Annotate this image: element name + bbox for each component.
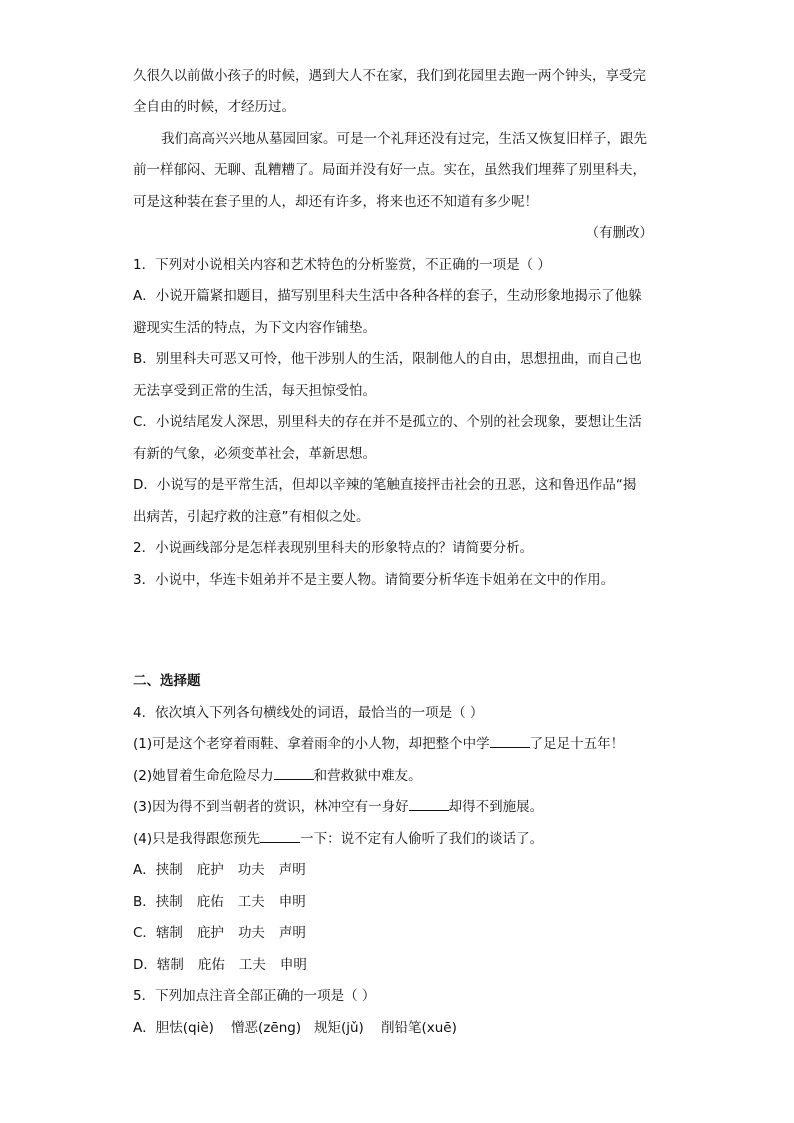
- sentence-4: [133, 830, 673, 848]
- sentence-1: [133, 735, 673, 753]
- option-a-cont: 避现实生活的特点，为下文内容作铺垫。: [133, 320, 376, 336]
- sentence-text: 一下：说不定有人偷听了我们的谈话了。: [300, 831, 544, 847]
- option-word: 工夫: [238, 957, 266, 973]
- sentence-text: 和营救狱中难友。: [313, 768, 422, 784]
- option-b-cont: 无法享受到正常的生活，每天担惊受怕。: [133, 383, 376, 399]
- sentence-2: [133, 767, 673, 785]
- option-word: 辖制: [156, 957, 184, 973]
- option-letter: D．: [133, 957, 157, 973]
- passage-text: 全自由的时候，才经历过。: [133, 99, 295, 115]
- section-heading: 二、选择题: [133, 673, 201, 689]
- sentence-3: [133, 798, 673, 816]
- question-2: 2．小说画线部分是怎样表现别里科夫的形象特点的？请简要分析。: [133, 540, 534, 556]
- sentence-text: 却得不到施展。: [448, 799, 544, 815]
- option-word: 庇护: [196, 925, 224, 941]
- option-c-cont: 有新的气象，必须变革社会，革新思想。: [133, 446, 376, 462]
- sentence-text: (4)只是我得跟您预先: [133, 831, 261, 847]
- question-3: 3．小说中，华连卡姐弟并不是主要人物。请简要分析华连卡姐弟在文中的作用。: [133, 572, 615, 588]
- option-word: 辖制: [155, 925, 183, 941]
- option-word: 庇护: [196, 862, 224, 878]
- passage-text: 久很久以前做小孩子的时候，遇到大人不在家，我们到花园里去跑一两个钟头，享受完: [133, 68, 646, 84]
- option-letter: C．: [133, 925, 156, 941]
- passage-text: 可是这种装在套子里的人，却还有许多，将来也还不知道有多少呢！: [133, 194, 538, 210]
- question-1: 1．下列对小说相关内容和艺术特色的分析鉴赏，不正确的一项是（ ）: [133, 257, 551, 273]
- fill-blank: [274, 767, 314, 780]
- option-word: 功夫: [237, 925, 265, 941]
- fill-blank: [490, 735, 530, 748]
- option-c: C．小说结尾发人深思，别里科夫的存在并不是孤立的、个别的社会现象，要想让生活: [133, 414, 642, 430]
- question-5: 5．下列加点注音全部正确的一项是（ ）: [133, 988, 376, 1004]
- q4-option-d: [133, 956, 673, 974]
- option-word: 功夫: [237, 862, 265, 878]
- option-letter: B．: [133, 894, 156, 910]
- option-a: A．小说开篇紧扣题目，描写别里科夫生活中各种各样的套子，生动形象地揭示了他躲: [133, 288, 642, 304]
- option-letter: A．: [133, 862, 156, 878]
- option-word: 申明: [279, 957, 307, 973]
- option-word: 挟制: [155, 894, 183, 910]
- option-word: 声明: [278, 862, 306, 878]
- option-word: 庇佑: [196, 894, 224, 910]
- option-word: 工夫: [237, 894, 265, 910]
- q5-option-a: A．胆怯(qiè) 憎恶(zēng) 规矩(jǔ) 削铅笔(xuē): [133, 1020, 457, 1036]
- sentence-text: (3)因为得不到当朝者的赏识，林冲空有一身好: [133, 799, 409, 815]
- passage-text: 前一样郁闷、无聊、乱糟糟了。局面并没有好一点。实在，虽然我们埋葬了别里科夫，: [133, 162, 646, 178]
- sentence-text: (1)可是这个老穿着雨鞋、拿着雨伞的小人物，却把整个中学: [133, 736, 490, 752]
- source-note: （有删改）: [585, 225, 653, 241]
- option-word: 声明: [278, 925, 306, 941]
- passage-text: 我们高高兴兴地从墓园回家。可是一个礼拜还没有过完，生活又恢复旧样子，跟先: [161, 131, 647, 147]
- q4-option-c: [133, 924, 673, 942]
- option-word: 挟制: [155, 862, 183, 878]
- option-b: B．别里科夫可恶又可怜，他干涉别人的生活，限制他人的自由，思想扭曲，而自己也: [133, 351, 642, 367]
- question-4: 4．依次填入下列各句横线处的词语，最恰当的一项是（ ）: [133, 705, 484, 721]
- fill-blank: [260, 830, 300, 843]
- option-d-cont: 出病苦，引起疗救的注意”有相似之处。: [133, 509, 370, 525]
- q4-option-b: [133, 893, 673, 911]
- option-word: 庇佑: [197, 957, 225, 973]
- fill-blank: [409, 798, 449, 811]
- option-word: 申明: [278, 894, 306, 910]
- sentence-text: (2)她冒着生命危险尽力: [133, 768, 274, 784]
- sentence-text: 了足足十五年！: [529, 736, 625, 752]
- option-d: D．小说写的是平常生活，但却以辛辣的笔触直接抨击社会的丑恶，这和鲁迅作品“揭: [133, 477, 637, 493]
- q4-option-a: [133, 861, 673, 879]
